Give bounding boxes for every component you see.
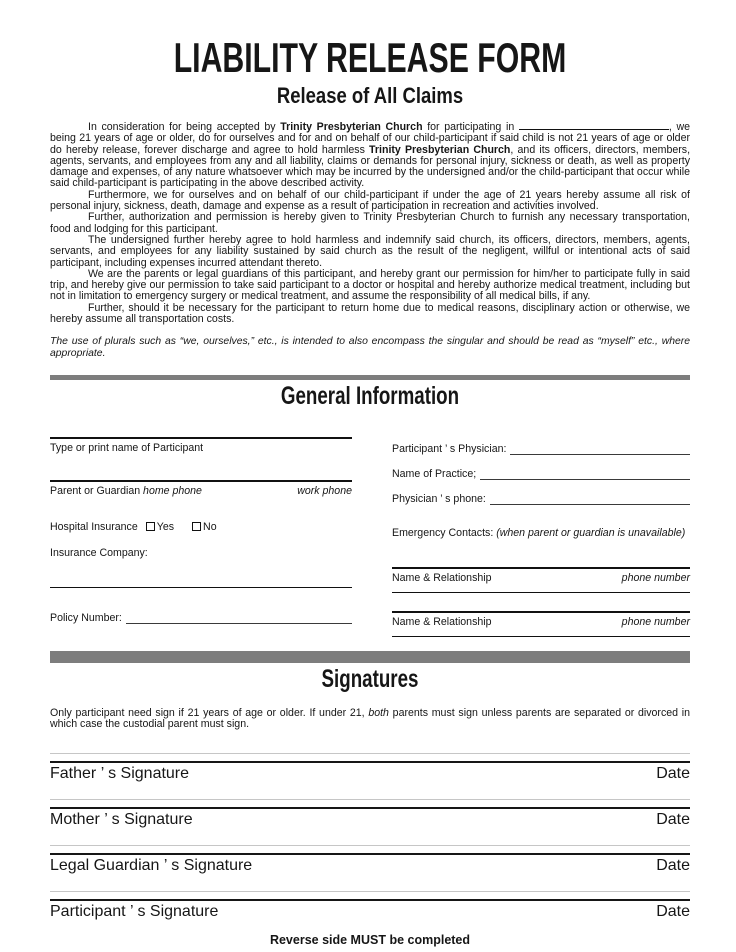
both-emphasis: both: [368, 706, 389, 719]
legal-guardian-signature-label: Legal Guardian ’ s Signature: [50, 856, 253, 874]
signatures-instructions: [50, 708, 690, 731]
practice-input-line[interactable]: [480, 469, 690, 480]
hospital-insurance-label: Hospital Insurance: [50, 520, 138, 533]
authorization-paragraph: Further, authorization and permission is hereby given to Trinity Presbyterian Church to furnish any necessary transportation, food and lodging for this participant.: [50, 211, 690, 235]
reverse-side-note: Reverse side MUST be completed: [269, 932, 471, 947]
yes-checkbox[interactable]: [146, 522, 155, 531]
physician-phone-input-line[interactable]: [490, 494, 690, 505]
general-info-right-column: [392, 437, 690, 637]
insurance-company-input-line[interactable]: [50, 587, 352, 588]
insurance-company-label: Insurance Company:: [50, 546, 148, 559]
text-segment: parents must sign unless parents are separated or divorced in which case the custodial parent must sign.: [50, 706, 690, 731]
participant-name-label: Type or print name of Participant: [50, 441, 204, 454]
page-subtitle: Release of All Claims: [276, 83, 464, 108]
text-segment: In consideration for being accepted by: [88, 121, 281, 133]
signatures-divider-bar: [50, 651, 690, 663]
indemnify-paragraph: The undersigned further hereby agree to hold harmless and indemnify said church, its officers, directors, members, agents, servants, and employees for any liability sustained by said church as the result of the negligent, willful or intentional acts of said participant, including expenses incurred attendant thereto.: [50, 233, 690, 269]
emergency-contacts-label: Emergency Contacts:: [392, 526, 497, 539]
physician-phone-field: [392, 493, 690, 505]
intro-paragraph: [50, 121, 690, 190]
participant-signature-block: [50, 891, 690, 921]
date-label: Date: [656, 902, 690, 920]
emergency-contact-row-2[interactable]: [392, 611, 690, 637]
practice-field: [392, 468, 690, 480]
guardian-phone-field: [50, 480, 352, 497]
physician-phone-label: Physician ’ s phone:: [392, 492, 486, 505]
practice-label: Name of Practice;: [392, 467, 477, 480]
release-text-block: [50, 121, 690, 359]
contact-name-label: Name & Relationship: [392, 571, 492, 584]
yes-label: Yes: [156, 520, 175, 533]
signature-rule-thin: [50, 891, 690, 892]
signatures-heading: Signatures: [321, 664, 419, 693]
activity-blank-line[interactable]: [519, 121, 669, 130]
emergency-contact-row-1[interactable]: [392, 567, 690, 593]
contact-phone-label: phone number: [621, 571, 690, 584]
text-segment: , and its officers, directors, members, agents, servants, and employees from any and all liability, claims or demands for personal injury, sickness or death, as well as property damage and expenses, of any nature whatsoever which may be incurred by the undersigned and/or the child-participant that occur while said child-participant is participating in the above described activity.: [50, 143, 691, 190]
guardian-home-phone-label: [50, 485, 202, 497]
text-segment: for participating in: [422, 121, 519, 133]
mother-signature-label: Mother ’ s Signature: [50, 810, 193, 828]
date-label: Date: [656, 764, 690, 782]
general-information-heading: General Information: [280, 381, 460, 410]
mother-signature-block: [50, 799, 690, 829]
page-title: LIABILITY RELEASE FORM: [173, 34, 567, 81]
general-information-section: [50, 437, 690, 637]
assume-risk-paragraph: Furthermore, we for ourselves and on behalf of our child-participant if under the age of 21 years hereby assume all risk of personal injury, sickness, death, damage and expense as a result of participation in recreation and activities involved.: [50, 188, 690, 213]
emergency-contacts-note: (when parent or guardian is unavailable): [496, 526, 686, 539]
parental-permission-paragraph: We are the parents or legal guardians of this participant, and hereby grant our permission for him/her to participate fully in said trip, and hereby give our permission to take said participant to a doctor or hospital and hereby authorize medical treatment, including but not in limitation to emergency surgery or medical treatment, and assume the responsibility of all medical bills, if any.: [50, 267, 690, 303]
no-checkbox[interactable]: [192, 522, 201, 531]
church-name-bold: Trinity Presbyterian Church: [280, 121, 423, 133]
physician-input-line[interactable]: [510, 444, 690, 455]
signature-rule-thin: [50, 845, 690, 846]
policy-number-input-line[interactable]: [126, 613, 352, 624]
physician-label: Participant ’ s Physician:: [392, 442, 507, 455]
emergency-contacts-header: [392, 527, 690, 539]
date-label: Date: [656, 856, 690, 874]
plural-usage-note: The use of plurals such as “we, ourselves,” etc., is intended to also encompass the singular and should be read as “myself” etc., where appropriate.: [50, 336, 690, 359]
signature-rule-thin: [50, 753, 690, 754]
work-phone-label: work phone: [297, 484, 352, 497]
home-phone-label: home phone: [143, 484, 202, 497]
section-divider-bar: [50, 375, 690, 380]
policy-number-field: [50, 612, 352, 624]
father-signature-block: [50, 753, 690, 783]
hospital-insurance-field: [50, 521, 352, 533]
general-info-left-column: [50, 437, 352, 637]
signature-rule-thin: [50, 799, 690, 800]
participant-signature-label: Participant ’ s Signature: [50, 902, 219, 920]
legal-guardian-signature-block: [50, 845, 690, 875]
guardian-label: Parent or Guardian: [50, 484, 144, 497]
policy-number-label: Policy Number:: [50, 611, 122, 624]
no-label: No: [203, 520, 217, 533]
transportation-costs-paragraph: Further, should it be necessary for the participant to return home due to medical reasons, disciplinary action or otherwise, we hereby assume all transportation costs.: [50, 301, 690, 326]
date-label: Date: [656, 810, 690, 828]
contact-name-label: Name & Relationship: [392, 615, 492, 628]
church-name-bold: Trinity Presbyterian Church: [369, 143, 511, 156]
participant-name-field: [50, 437, 352, 454]
text-segment: , we being 21 years of age or older, do for ourselves and for and on behalf of our child-participant if said child is not 21 years of age or older do hereby release, forever discharge and agree to hold harmless: [50, 121, 690, 156]
contact-phone-label: phone number: [621, 615, 690, 628]
text-segment: Only participant need sign if 21 years of age or older. If under 21,: [50, 706, 369, 719]
physician-field: [392, 443, 690, 455]
father-signature-label: Father ’ s Signature: [50, 764, 190, 782]
